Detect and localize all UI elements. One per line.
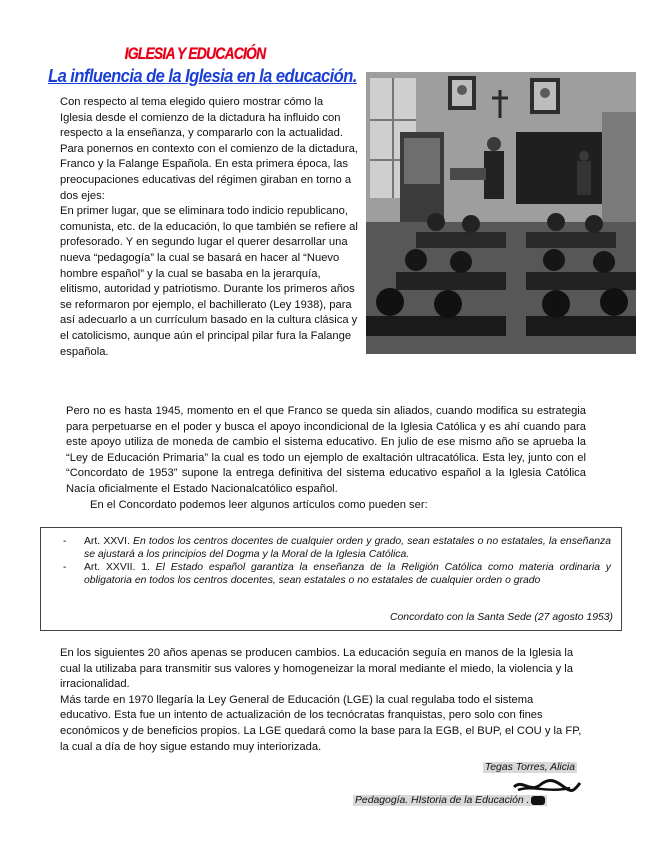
intro-text	[60, 95, 358, 360]
body-paragraph: En los siguientes 20 años apenas se producen cambios. La educación seguía en manos de la Iglesia la cual la utilizaba para transmitir sus valores y homogeneizar la moral mediante el miedo, la violencia y la irracionalidad.	[60, 647, 574, 691]
quote-article: Art. XXVII. 1.	[84, 562, 150, 573]
body-lead: En el Concordato podemos leer algunos artículos como pueden ser:	[90, 498, 428, 511]
quote-text: El Estado español garantiza la enseñanza de la Religión Católica como materia ordinaria y obligatoria en todos los centros docentes, sean estatales o no estatales de cualquier orden o grado	[84, 562, 612, 586]
course-text: Pedagogía. HIstoria de la Educación .	[355, 795, 530, 806]
signature-scribble-icon	[512, 777, 582, 795]
document-subtitle: La influencia de la Iglesia en la educación.	[48, 66, 357, 86]
concordato-quote-box	[40, 527, 622, 631]
quote-text: En todos los centros docentes de cualquier orden y grado, sean estatales o no estatales, la enseñanza se ajustará a los principios del Dogma y la Moral de la Iglesia Católica.	[84, 536, 611, 560]
course-name	[353, 795, 547, 806]
intro-paragraph: En primer lugar, que se eliminara todo indicio republicano, comunista, etc. de la educación, lo que también se refiere al profesorado. Y en segundo lugar el querer desarrollar una nueva “pedagogía” la cual se basará en hacer al “Nuevo hombre español” y la cual se basaba en la jerarquía, elitismo, autoridad y patriotismo. Durante los primeros años se reformaron por ejemplo, el bachillerato (Ley 1938), para así adecuarlo a un currículum basado en la cultura clásica y el catolicismo, aunque aún el principal pilar fura la Falange española.	[60, 205, 358, 358]
quote-item	[41, 561, 621, 587]
quote-dash: -	[63, 562, 67, 573]
redacted-mark-icon	[531, 796, 545, 805]
body-section-2	[66, 404, 586, 513]
intro-paragraph: Con respecto al tema elegido quiero mostrar cómo la Iglesia desde el comienzo de la dictadura ha influido con respecto a la enseñanza, y compararlo con la actualidad.	[60, 96, 343, 140]
quote-dash: -	[63, 536, 67, 547]
author-name: Tegas Torres, Alicia	[484, 762, 575, 773]
quote-source: Concordato con la Santa Sede (27 agosto 1953)	[390, 612, 613, 623]
body-paragraph: Más tarde en 1970 llegaría la Ley General de Educación (LGE) la cual regulaba todo el sistema educativo. Esta fue un intento de actualización de los tecnócratas franquistas, pero solo con fines económicos y de beneficios propios. La LGE quedará como la base para la EGB, el BUP, el COU y la FP, la cual a día de hoy sigue estando muy interiorizada.	[60, 693, 582, 753]
classroom-photo-drawing	[366, 72, 636, 354]
classroom-photo	[366, 72, 636, 354]
body-paragraph: Pero no es hasta 1945, momento en el que Franco se queda sin aliados, cuando modifica su estrategia para perpetuarse en el poder y busca el apoyo incondicional de la Iglesia Católica y es ahí cuando para este apoyo utiliza de moneda de cambio el sistema educativo. En julio de ese mismo año se aprueba la “Ley de Educación Primaria” la cual es todo un ejemplo de exaltación ultracatólica. Esta ley, junto con el “Concordato de 1953” supone la entrega definitiva del sistema educativo español a la Iglesia Católica Nacía oficialmente el Estado Nacionalcatólico español.	[66, 405, 586, 495]
quote-article: Art. XXVI.	[84, 536, 130, 547]
quote-item	[41, 535, 621, 561]
intro-paragraph: Para ponernos en contexto con el comienzo de la dictadura, Franco y la Falange Española. En esta primera época, las preocupaciones educativas del régimen giraban en torno a dos ejes:	[60, 142, 358, 202]
body-section-3	[60, 646, 582, 755]
document-title: IGLESIA Y EDUCACIÓN	[124, 44, 266, 63]
